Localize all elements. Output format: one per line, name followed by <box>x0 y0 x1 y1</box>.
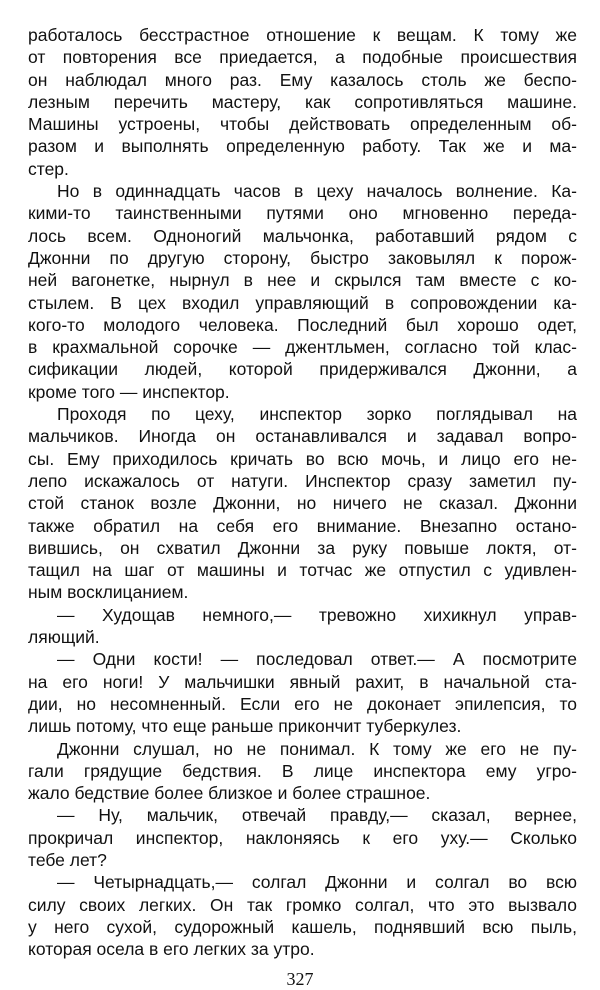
text-line: тебе лет? <box>28 849 107 870</box>
text-line: кроме того — инспектор. <box>28 381 230 402</box>
text-line: лезным перечить мастеру, как сопротивляться машине. <box>28 91 577 112</box>
text-line: дии, но несомненный. Если его не доконает эпилепсия, то <box>28 693 577 714</box>
text-line: у него сухой, судорожный кашель, поднявший всю пыль, <box>28 916 577 937</box>
text-line: лишь потому, что еще раньше прикончит туберкулез. <box>28 716 462 737</box>
page-text <box>28 24 577 960</box>
text-line: гали грядущие бедствия. В лице инспектора ему угро- <box>28 760 577 781</box>
text-line: кими-то таинственными путями оно мгновенно переда- <box>28 203 577 224</box>
text-line: стылем. В цех входил управляющий в сопровождении ка- <box>28 292 577 313</box>
paragraph <box>28 604 577 649</box>
text-line: силу своих легких. Он так громко солгал, что это вызвало <box>28 894 577 915</box>
text-line: лось всем. Одноногий мальчонка, работавший рядом с <box>28 225 577 246</box>
text-line: в крахмальной сорочке — джентльмен, согласно той клас- <box>28 337 577 358</box>
page-number: 327 <box>286 969 314 990</box>
paragraph <box>28 403 577 604</box>
text-line: сы. Ему приходилось кричать во всю мочь, и лицо его не- <box>28 448 577 469</box>
paragraph <box>28 180 577 403</box>
text-line: разом и выполнять определенную работу. Так же и ма- <box>28 136 577 157</box>
text-line: также обратил на себя его внимание. Внезапно остано- <box>28 515 577 536</box>
text-line: — Четырнадцать,— солгал Джонни и солгал во всю <box>57 872 577 893</box>
text-line: сификации людей, которой придерживался Джонни, а <box>28 359 577 380</box>
text-line: ней вагонетке, нырнул в нее и скрылся там вместе с ко- <box>28 270 577 291</box>
text-line: стер. <box>28 158 69 179</box>
paragraph <box>28 738 577 805</box>
paragraph <box>28 24 577 180</box>
text-line: Проходя по цеху, инспектор зорко поглядывал на <box>57 404 577 425</box>
text-line: ляющий. <box>28 627 100 648</box>
text-line: жало бедствие более близкое и более страшное. <box>28 783 431 804</box>
text-line: мальчиков. Иногда он останавливался и задавал вопро- <box>28 426 577 447</box>
text-line: от повторения все приедается, а подобные происшествия <box>28 47 577 68</box>
text-line: вившись, он схватил Джонни за руку повыше локтя, от- <box>28 537 577 558</box>
text-line: работалось бесстрастное отношение к вещам. К тому же <box>28 25 577 45</box>
text-line: Машины устроены, чтобы действовать определенным об- <box>28 114 577 135</box>
text-line: Джонни по другую сторону, быстро заковылял к порож- <box>28 247 577 268</box>
text-line: — Худощав немного,— тревожно хихикнул управ- <box>57 604 577 625</box>
text-line: тащил на шаг от машины и тотчас же отпустил с удивлен- <box>28 560 577 581</box>
text-line: он наблюдал много раз. Ему казалось столь же беспо- <box>28 69 577 90</box>
paragraph <box>28 871 577 960</box>
text-line: прокричал инспектор, наклоняясь к его уху.— Сколько <box>28 827 577 848</box>
text-line: кого-то молодого человека. Последний был хорошо одет, <box>28 314 577 335</box>
text-line: стой станок возле Джонни, но ничего не сказал. Джонни <box>28 493 577 514</box>
text-line: — Одни кости! — последовал ответ.— А посмотрите <box>57 649 577 670</box>
text-line: на его ноги! У мальчишки явный рахит, в начальной ста- <box>28 671 577 692</box>
text-line: которая осела в его легких за утро. <box>28 939 315 960</box>
text-line: — Ну, мальчик, отвечай правду,— сказал, вернее, <box>57 805 577 826</box>
paragraph <box>28 804 577 871</box>
paragraph <box>28 648 577 737</box>
text-line: лепо искажалось от натуги. Инспектор сразу заметил пу- <box>28 470 577 491</box>
text-line: ным восклицанием. <box>28 582 189 603</box>
text-line: Но в одиннадцать часов в цеху началось волнение. Ка- <box>57 181 577 202</box>
text-line: Джонни слушал, но не понимал. К тому же его не пу- <box>57 738 577 759</box>
